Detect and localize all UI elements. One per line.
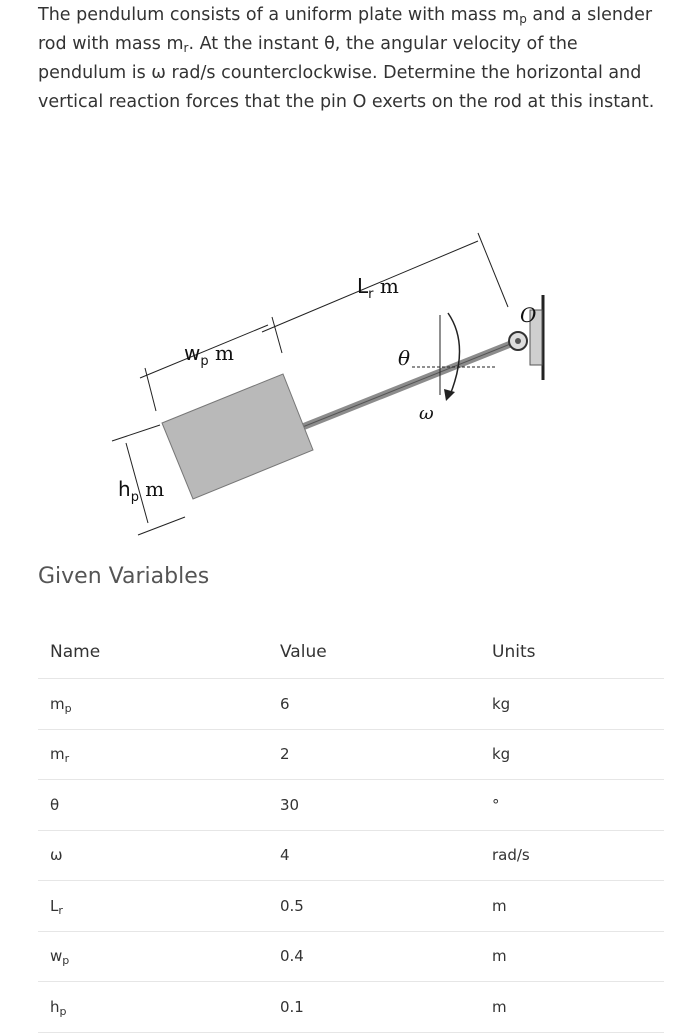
var-name: $m_p$ [38, 679, 279, 730]
label-theta: θ [398, 346, 411, 370]
var-units: m [491, 881, 664, 932]
table-row [38, 931, 664, 982]
label-lr: $L_r$ m [357, 274, 399, 302]
pendulum-figure [0, 195, 677, 555]
var-units: m [491, 982, 664, 1033]
var-units: ° [491, 780, 664, 831]
header-name: Name [38, 626, 279, 679]
pin-o-center [515, 338, 521, 344]
var-name: $m_r$ [38, 729, 279, 780]
table-row [38, 679, 664, 730]
label-omega: ω [419, 403, 434, 424]
var-value: 2 [279, 729, 491, 780]
table-row [38, 881, 664, 932]
table-header-row [38, 626, 664, 679]
problem-text-2: and a slender rod with mass m [38, 5, 653, 54]
problem-statement [38, 1, 668, 117]
given-variables-title: Given Variables [38, 564, 210, 589]
table-row [38, 830, 664, 881]
problem-sub-p: p [519, 12, 527, 26]
var-units: rad/s [491, 830, 664, 881]
wp-dim-line [140, 325, 268, 378]
lr-ext-left [272, 317, 282, 353]
var-value: 0.4 [279, 931, 491, 982]
hp-ext-bottom [138, 517, 185, 535]
var-value: 0.1 [279, 982, 491, 1033]
table-row [38, 982, 664, 1033]
label-o: O [520, 303, 537, 327]
omega-arrow [448, 313, 460, 395]
given-variables-table [38, 626, 664, 1033]
var-value: 6 [279, 679, 491, 730]
var-name: $w_p$ [38, 931, 279, 982]
var-units: kg [491, 729, 664, 780]
wp-ext-left [145, 368, 156, 411]
var-value: 4 [279, 830, 491, 881]
problem-text-3: . At the instant θ, the angular velocity of the pendulum is ω rad/s counterclockwise. Determine the horizontal and vertical reaction forces that the pin O exerts on the rod at this instant. [38, 34, 655, 112]
var-name: θ [38, 780, 279, 831]
lr-ext-right [478, 233, 508, 307]
label-wp: $w_p$ m [184, 341, 234, 369]
header-units: Units [491, 626, 664, 679]
plate [162, 374, 313, 499]
var-value: 30 [279, 780, 491, 831]
var-name: ω [38, 830, 279, 881]
table-row [38, 729, 664, 780]
omega-arrowhead [444, 389, 455, 401]
problem-text-1: The pendulum consists of a uniform plate with mass m [38, 5, 520, 25]
table-row [38, 780, 664, 831]
label-hp: $h_p$ m [118, 477, 165, 505]
var-units: m [491, 931, 664, 982]
header-value: Value [279, 626, 491, 679]
problem-sub-r: r [183, 41, 189, 55]
var-value: 0.5 [279, 881, 491, 932]
hp-ext-top [112, 425, 160, 441]
var-units: kg [491, 679, 664, 730]
var-name: $h_p$ [38, 982, 279, 1033]
var-name: $L_r$ [38, 881, 279, 932]
